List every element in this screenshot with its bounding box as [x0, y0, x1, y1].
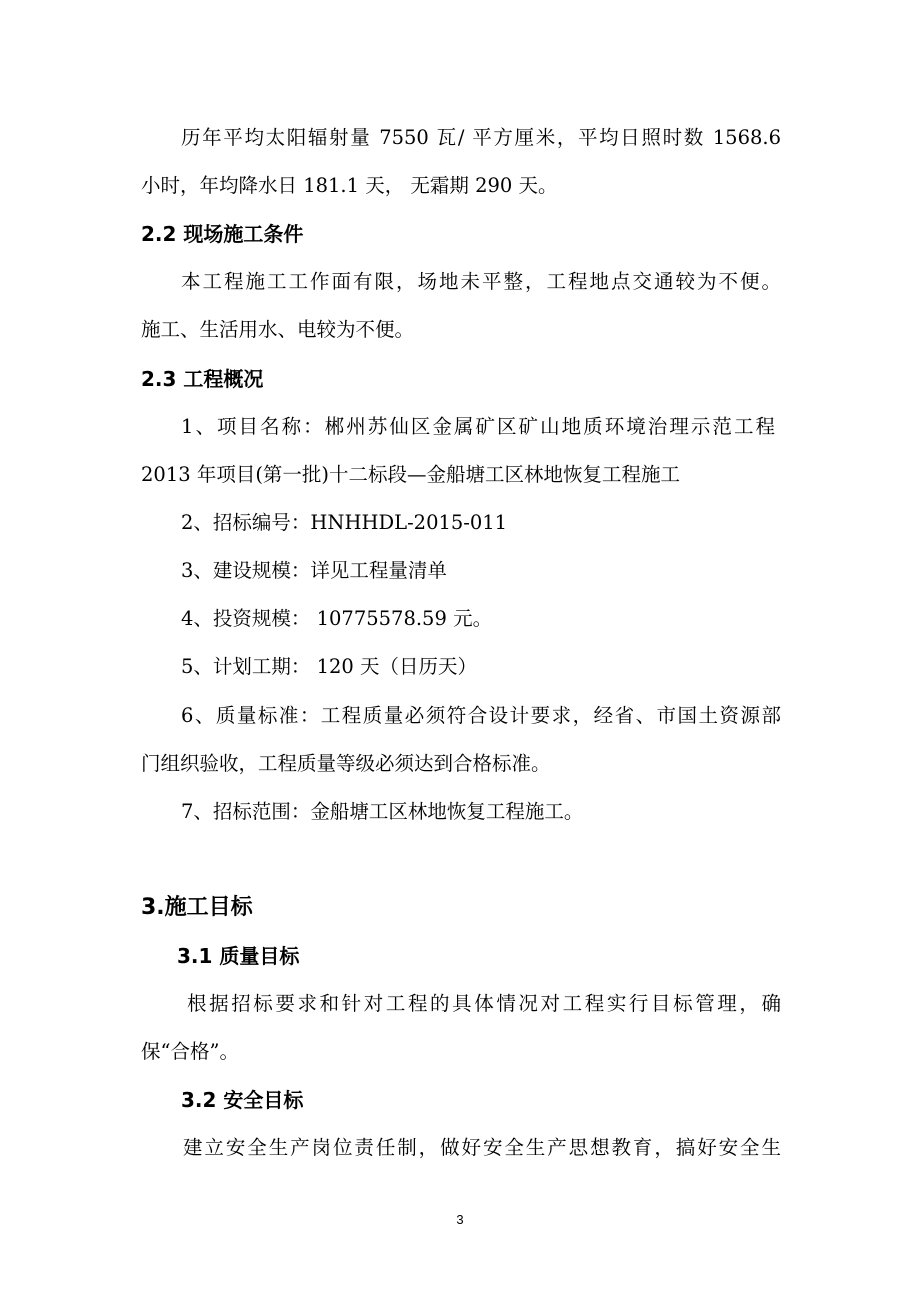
- quality-line-2: 保“合格”。: [141, 1040, 239, 1063]
- section-heading-3-2: 3.2 安全目标: [181, 1088, 304, 1112]
- site-line-1: 本工程施工工作面有限，场地未平整，工程地点交通较为不便。: [181, 270, 781, 293]
- overview-item-6-line-1: 6、质量标准：工程质量必须符合设计要求，经省、市国土资源部: [181, 704, 781, 727]
- site-line-2: 施工、生活用水、电较为不便。: [141, 318, 415, 341]
- overview-item-2: 2、招标编号：HNHHDL-2015-011: [181, 511, 508, 534]
- section-heading-3: 3.施工目标: [141, 895, 253, 920]
- overview-item-1-line-2: 2013 年项目(第一批)十二标段—金船塘工区林地恢复工程施工: [141, 463, 681, 486]
- overview-item-3: 3、建设规模：详见工程量清单: [181, 559, 447, 582]
- overview-item-5: 5、计划工期： 120 天（日历天）: [181, 655, 478, 678]
- quality-line-1: 根据招标要求和针对工程的具体情况对工程实行目标管理，确: [187, 992, 781, 1015]
- section-heading-2-3: 2.3 工程概况: [141, 367, 264, 391]
- safety-line-1: 建立安全生产岗位责任制，做好安全生产思想教育，搞好安全生: [183, 1136, 781, 1159]
- section-heading-3-1: 3.1 质量目标: [177, 944, 300, 968]
- climate-line-2: 小时，年均降水日 181.1 天， 无霜期 290 天。: [141, 174, 558, 197]
- climate-line-1: 历年平均太阳辐射量 7550 瓦/ 平方厘米，平均日照时数 1568.6: [181, 126, 781, 149]
- section-heading-2-2: 2.2 现场施工条件: [141, 222, 304, 246]
- overview-item-7: 7、招标范围：金船塘工区林地恢复工程施工。: [181, 800, 584, 823]
- overview-item-1-line-1: 1、项目名称：郴州苏仙区金属矿区矿山地质环境治理示范工程: [181, 415, 775, 438]
- overview-item-4: 4、投资规模： 10775578.59 元。: [181, 607, 493, 630]
- page-number: 3: [456, 1212, 464, 1227]
- overview-item-6-line-2: 门组织验收，工程质量等级必须达到合格标准。: [141, 752, 551, 775]
